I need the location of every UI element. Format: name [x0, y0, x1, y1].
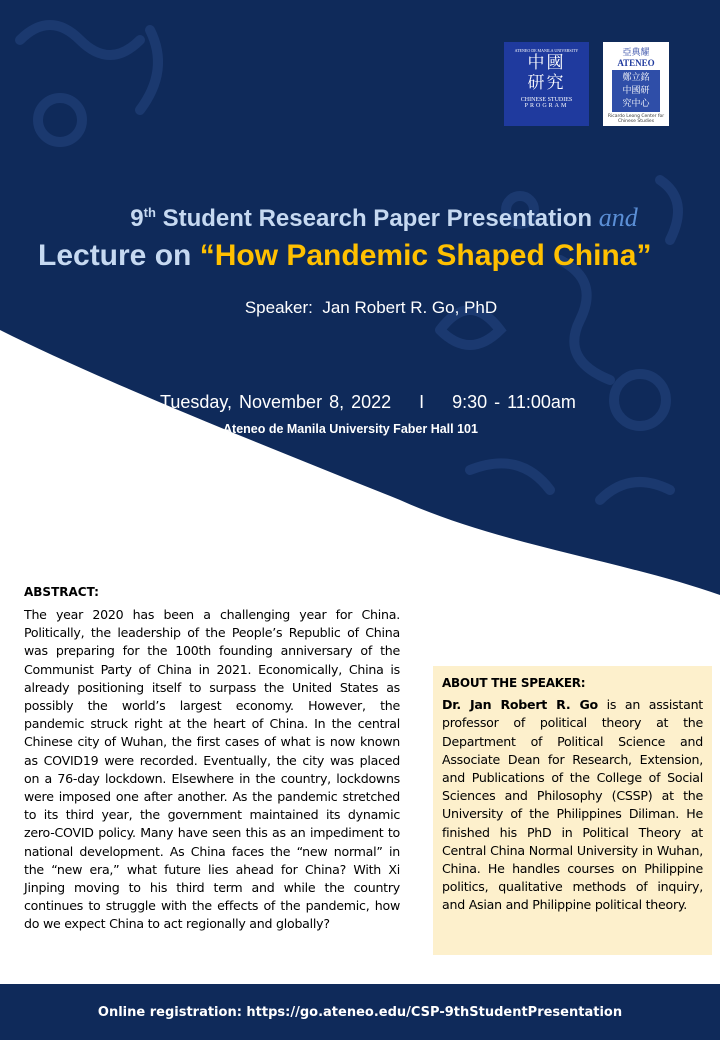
logo-box-3: 究中心 [622, 99, 650, 109]
logo-name-2: PROGRAM [524, 103, 569, 109]
event-date-time: Tuesday, November 8, 2022 I 9:30 - 11:00am [160, 392, 576, 412]
logo-han-1: 中國 [527, 53, 566, 73]
logo-han-2: 研究 [527, 73, 566, 93]
logo-name-1: CHINESE STUDIES [520, 97, 573, 103]
logo-box [612, 70, 660, 112]
logo-center-name: Ricardo Leong Center for Chinese Studies [607, 114, 665, 124]
about-speaker-heading: ABOUT THE SPEAKER: [442, 676, 586, 690]
title-sup: th [143, 205, 156, 220]
registration-link[interactable]: Online registration: https://go.ateneo.edu/CSP-9thStudentPresentation [97, 1005, 623, 1020]
ricardo-leong-center-logo [603, 42, 669, 126]
logo-ateneo: ATENEO [617, 58, 655, 68]
chinese-studies-program-logo [504, 42, 589, 126]
logo-box-1: 鄭立銘 [622, 73, 650, 83]
speaker: Speaker: Jan Robert R. Go, PhD [244, 298, 498, 317]
event-venue: Ateneo de Manila University Faber Hall 101 [223, 422, 478, 436]
logo-university: ATENEO DE MANILA UNIVERSITY [514, 48, 579, 53]
lecture-title: “How Pandemic Shaped China” [199, 239, 652, 272]
abstract-heading: ABSTRACT: [24, 585, 99, 599]
speaker-name: Dr. Jan Robert R. Go [442, 697, 598, 713]
title-and: and [598, 203, 638, 232]
about-speaker-text [442, 696, 703, 914]
title-text: Student Research Paper Presentation [162, 205, 593, 232]
abstract-text: The year 2020 has been a challenging year for China. Politically, the leadership of the People’s Republic of China was preparing for the 100th founding anniversary of the Communist Party of China in 2021. Economically, China is already positioning itself to surpass the United States as possibly the world’s largest economy. However, the pandemic struck right at the heart of China. In the central Chinese city of Wuhan, the first cases of what is now known as COVID19 were recorded. Eventually, the city was placed on a 76-day lockdown. Elsewhere in the country, lockdowns were imposed one after another. As the pandemic stretched to its third year, the government maintained its dynamic zero-COVID policy. Many have seen this as an impediment to national development. As China faces the “new normal” in the “new era,” what future lies ahead for China? With Xi Jinping moving to his third term and while the country continues to struggle with the effects of the pandemic, how do we expect China to act regionally and globally? [24, 607, 400, 932]
about-speaker-box [433, 666, 712, 955]
footer-registration [0, 984, 720, 1040]
title-line-1 [0, 203, 720, 233]
title-lecture-on: Lecture on [38, 239, 200, 272]
title-line-2 [38, 239, 651, 273]
title-ordinal: 9 [130, 205, 144, 232]
logo-han-top: 亞典耀 [622, 48, 650, 58]
speaker-bio: is an assistant professor of political theory at the Department of Political Science and Associate Dean for Research, Extension, and Publications of the College of Social Sciences and Philosophy (CSSP) at the University of the Philippines Diliman. He finished his PhD in Political Theory at Central China Normal University in Wuhan, China. He handles courses on Philippine politics, qualitative methods of inquiry, and Asian and Philippine political theory. [442, 697, 703, 913]
logo-box-2: 中國研 [622, 86, 650, 96]
